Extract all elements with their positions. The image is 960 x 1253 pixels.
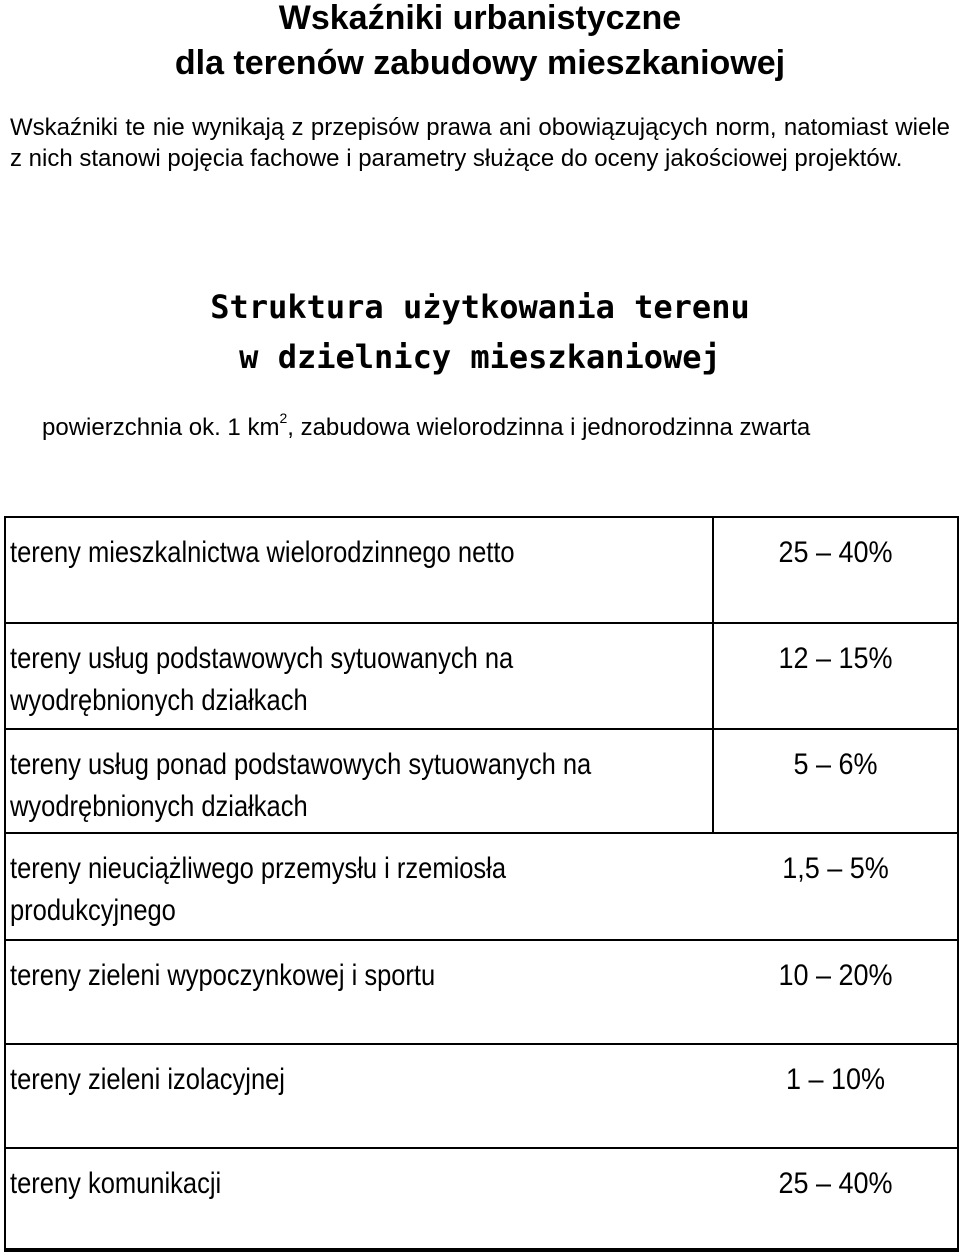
page-title: Wskaźniki urbanistyczne: [278, 0, 682, 37]
table-row: [6, 1045, 957, 1149]
table-row-label-line: tereny mieszkalnictwa wielorodzinnego netto: [10, 536, 515, 569]
table-row-label-line: tereny usług ponad podstawowych sytuowanych na: [10, 748, 592, 781]
table-row-label: [10, 1163, 588, 1205]
table-row-label-line: tereny usług podstawowych sytuowanych na: [10, 642, 514, 675]
intro-paragraph: Wskaźniki te nie wynikają z przepisów prawa ani obowiązujących norm, natomiast wiele z nich stanowi pojęcia fachowe i parametry służące do oceny jakościowej projektów.: [10, 114, 950, 172]
area-note-text: powierzchnia ok. 1 km: [42, 414, 280, 441]
table-row: [6, 730, 957, 834]
table-row-value: 5 – 6%: [793, 748, 878, 781]
area-note-superscript: 2: [279, 410, 288, 426]
area-note: [42, 406, 810, 443]
table-row: [6, 624, 957, 730]
table-row-value: 25 – 40%: [778, 1167, 893, 1200]
table-row-label: [10, 638, 588, 722]
table-row-label: [10, 1059, 588, 1101]
table-row-label-line: produkcyjnego: [10, 894, 176, 927]
table-row-label: [10, 848, 588, 932]
table-row-label-line: tereny zieleni izolacyjnej: [10, 1063, 285, 1096]
table-row-label-line: wyodrębnionych działkach: [10, 790, 308, 823]
table-column-divider: [712, 518, 714, 834]
table-row: [6, 1149, 957, 1250]
section-title-line1: Struktura użytkowania terenu: [210, 288, 750, 326]
table-row-label-line: tereny nieuciążliwego przemysłu i rzemiosła: [10, 852, 507, 885]
table-row-value: 25 – 40%: [778, 536, 893, 569]
area-note-text-rest: , zabudowa wielorodzinna i jednorodzinna zwarta: [287, 414, 811, 441]
table-row-value: 1 – 10%: [785, 1063, 886, 1096]
land-use-table: [4, 516, 959, 1252]
table-row-label-line: wyodrębnionych działkach: [10, 684, 308, 717]
table-row-label: [10, 955, 588, 997]
section-title-line2: w dzielnicy mieszkaniowej: [239, 338, 721, 376]
table-row-label: [10, 532, 588, 574]
table-row-label-line: tereny zieleni wypoczynkowej i sportu: [10, 959, 436, 992]
table-row-label: [10, 744, 592, 828]
table-row-value: 10 – 20%: [778, 959, 893, 992]
table-row-value: 1,5 – 5%: [782, 852, 889, 885]
table-row: [6, 941, 957, 1045]
table-row-value: 12 – 15%: [778, 642, 893, 675]
table-row: [6, 834, 957, 941]
table-row-label-line: tereny komunikacji: [10, 1167, 222, 1200]
table-row: [6, 518, 957, 624]
page-subtitle: dla terenów zabudowy mieszkaniowej: [174, 44, 786, 82]
